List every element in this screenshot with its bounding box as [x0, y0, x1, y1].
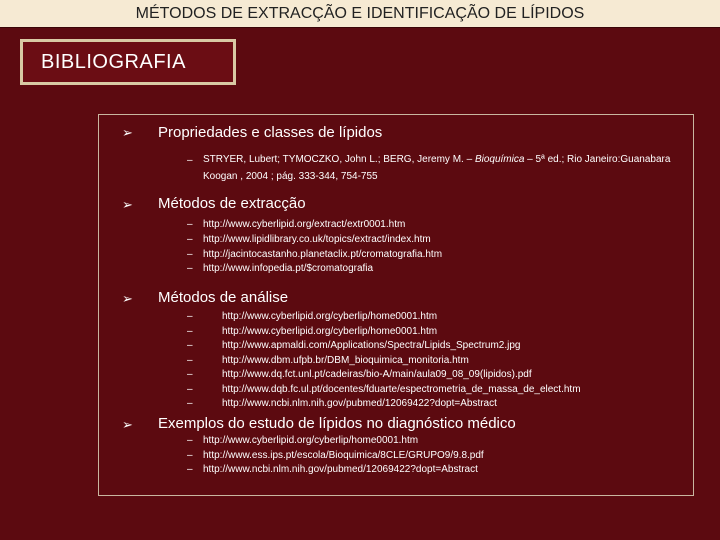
link-item[interactable]: http://www.infopedia.pt/$cromatografia	[203, 263, 374, 274]
link-item[interactable]: http://jacintocastanho.planetaclix.pt/cromatografia.htm	[203, 249, 443, 260]
dash-icon: –	[187, 398, 193, 409]
group-heading-extraction: Métodos de extracção	[158, 195, 306, 212]
group-heading-properties: Propriedades e classes de lípidos	[158, 124, 383, 141]
link-item[interactable]: http://www.ncbi.nlm.nih.gov/pubmed/12069422?dopt=Abstract	[203, 464, 478, 475]
dash-icon: –	[187, 249, 193, 260]
dash-icon: –	[187, 369, 193, 380]
dash-icon: –	[187, 384, 193, 395]
reference-book-title: Bioquímica	[474, 154, 525, 165]
link-item[interactable]: http://www.cyberlipid.org/cyberlip/home0001.htm	[203, 435, 419, 446]
link-item[interactable]: http://www.cyberlipid.org/cyberlip/home0001.htm	[222, 311, 438, 322]
link-item[interactable]: http://www.ess.ips.pt/escola/Bioquimica/8CLE/GRUPO9/9.8.pdf	[203, 450, 484, 461]
reference-authors: STRYER, Lubert; TYMOCZKO, John L.; BERG, Jeremy M. –	[203, 154, 475, 165]
section-tab	[20, 39, 236, 85]
arrow-bullet-icon: ➢	[122, 417, 133, 432]
arrow-bullet-icon: ➢	[122, 291, 133, 306]
dash-icon: –	[187, 435, 193, 446]
reference-edition: – 5ª ed.; Rio Janeiro:Guanabara	[524, 154, 671, 165]
link-item[interactable]: http://www.ncbi.nlm.nih.gov/pubmed/12069422?dopt=Abstract	[222, 398, 497, 409]
dash-icon: –	[187, 450, 193, 461]
dash-icon: –	[187, 326, 193, 337]
slide-title: MÉTODOS DE EXTRACÇÃO E IDENTIFICAÇÃO DE LÍPIDOS	[135, 5, 585, 22]
dash-icon: –	[187, 234, 193, 245]
link-item[interactable]: http://www.cyberlipid.org/cyberlip/home0001.htm	[222, 326, 438, 337]
group-heading-analysis: Métodos de análise	[158, 289, 289, 306]
section-title: BIBLIOGRAFIA	[41, 51, 186, 73]
link-item[interactable]: http://www.apmaldi.com/Applications/Spectra/Lipids_Spectrum2.jpg	[222, 340, 521, 351]
dash-icon: –	[187, 263, 193, 274]
slide-header-bar	[0, 0, 720, 28]
reference-item	[203, 154, 670, 165]
link-item[interactable]: http://www.dbm.ufpb.br/DBM_bioquimica_monitoria.htm	[222, 355, 469, 366]
group-heading-diagnosis: Exemplos do estudo de lípidos no diagnóstico médico	[158, 415, 516, 432]
arrow-bullet-icon: ➢	[122, 197, 133, 212]
dash-icon: –	[187, 340, 193, 351]
arrow-bullet-icon: ➢	[122, 125, 133, 140]
dash-icon: –	[187, 219, 193, 230]
dash-icon: –	[187, 155, 193, 166]
link-item[interactable]: http://www.dq.fct.unl.pt/cadeiras/bio-A/main/aula09_08_09(lipidos).pdf	[222, 369, 532, 380]
link-item[interactable]: http://www.dqb.fc.ul.pt/docentes/fduarte/espectrometria_de_massa_de_elect.htm	[222, 384, 581, 395]
link-item[interactable]: http://www.lipidlibrary.co.uk/topics/extract/index.htm	[203, 234, 431, 245]
reference-item-continuation: Koogan , 2004 ; pág. 333-344, 754-755	[203, 171, 378, 182]
dash-icon: –	[187, 311, 193, 322]
dash-icon: –	[187, 464, 193, 475]
dash-icon: –	[187, 355, 193, 366]
link-item[interactable]: http://www.cyberlipid.org/extract/extr0001.htm	[203, 219, 406, 230]
